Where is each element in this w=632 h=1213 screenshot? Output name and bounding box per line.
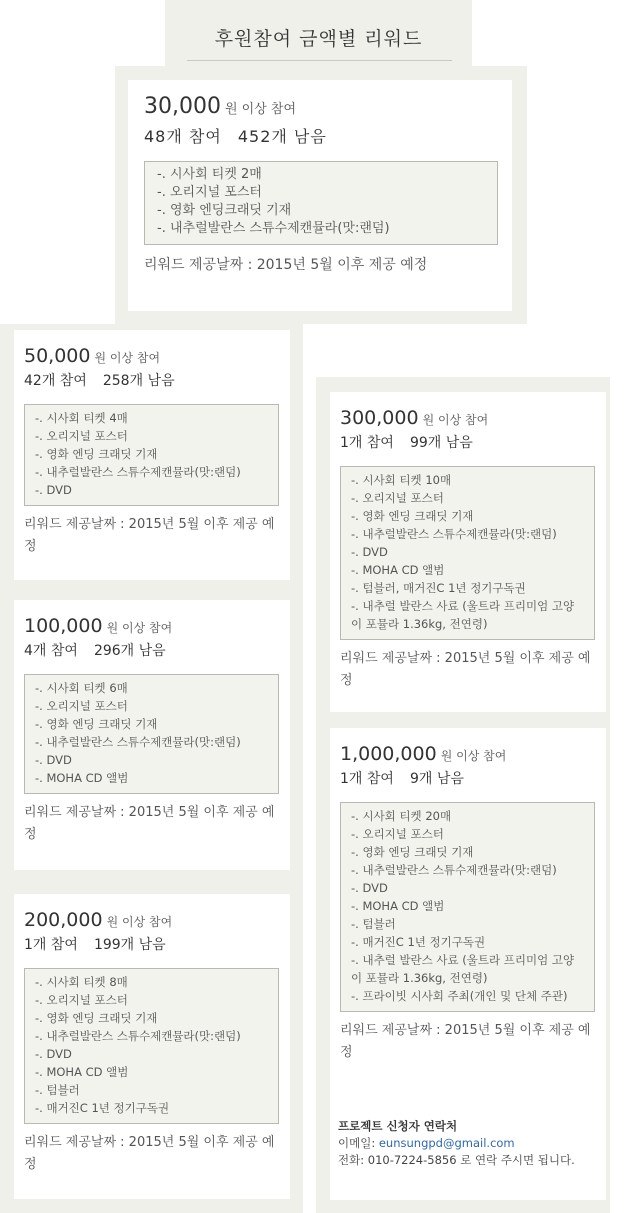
reward-item: -. 매거진C 1년 정기구독권 [35,1101,170,1115]
reward-stats: 42개 참여 258개 남음 [24,373,175,389]
reward-items-box [24,674,279,794]
title-bar [165,0,472,66]
reward-item: -. MOHA CD 앨범 [35,771,129,785]
reward-stats: 48개 참여 452개 남음 [144,127,327,146]
reward-date: 리워드 제공날짜 : 2015년 5월 이후 제공 예정 [24,517,275,554]
reward-stats: 1개 참여 199개 남음 [24,937,166,953]
reward-item: -. 내추럴발란스 스튜수제캔뮬라(맛:랜덤) [35,735,241,749]
reward-stats: 4개 참여 296개 남음 [24,643,166,659]
reward-item: -. 내추럴 발란스 사료 (울트라 프리미엄 고양이 포뮬라 1.36kg, 전연령) [351,953,575,985]
reward-item: -. 영화 엔딩 크래딧 기재 [351,509,474,523]
reward-item: -. 시사회 티켓 4매 [35,411,128,425]
reward-item: -. 텀블러 [35,1083,80,1097]
white-gap-top-left [0,66,115,324]
reward-amount: 50,000 원 이상 참여 [24,345,161,367]
reward-item: -. 매거진C 1년 정기구독권 [351,935,486,949]
phone-text: 010-7224-5856 로 연락 주시면 됩니다. [367,1153,575,1167]
reward-item: -. MOHA CD 앨범 [351,563,445,577]
reward-item: -. 시사회 티켓 2매 [157,167,262,182]
reward-item: -. DVD [35,753,72,767]
reward-item: -. 시사회 티켓 8매 [35,975,128,989]
reward-stats: 1개 참여 9개 남음 [340,771,464,787]
reward-item: -. 오리지널 포스터 [351,491,444,505]
reward-date: 리워드 제공날짜 : 2015년 5월 이후 제공 예정 [340,651,591,688]
reward-item: -. 내추럴발란스 스튜수제캔뮬라(맛:랜덤) [35,1029,241,1043]
email-link[interactable]: eunsungpd@gmail.com [378,1136,515,1150]
reward-item: -. 텀블러 [351,917,396,931]
reward-item: -. DVD [351,545,388,559]
reward-item: -. 영화 엔딩 크래딧 기재 [351,845,474,859]
contact-heading: 프로젝트 신청자 연락처 [338,1119,458,1133]
reward-item: -. 내추럴발란스 스튜수제캔뮬라(맛:랜덤) [35,465,241,479]
reward-date: 리워드 제공날짜 : 2015년 5월 이후 제공 예정 [340,1023,591,1060]
reward-amount: 30,000 원 이상 참여 [144,94,297,119]
reward-item: -. 내추럴발란스 스튜수제캔뮬라(맛:랜덤) [157,221,390,236]
reward-amount: 200,000 원 이상 참여 [24,909,173,931]
reward-amount: 100,000 원 이상 참여 [24,615,173,637]
reward-item: -. 시사회 티켓 10매 [351,473,452,487]
contact-email-line [338,1135,575,1152]
reward-items-box [340,802,595,1012]
reward-item: -. 텀블러, 매거진C 1년 정기구독권 [351,581,526,595]
page-title: 후원참여 금액별 리워드 [214,28,423,50]
reward-amount: 1,000,000 원 이상 참여 [340,743,507,765]
reward-item: -. 영화 엔딩 크래딧 기재 [35,1011,158,1025]
reward-item: -. DVD [35,1047,72,1061]
reward-item: -. MOHA CD 앨범 [35,1065,129,1079]
reward-stats: 1개 참여 99개 남음 [340,435,473,451]
email-label: 이메일: [338,1136,376,1150]
reward-item: -. 오리지널 포스터 [35,993,128,1007]
reward-item: -. 오리지널 포스터 [35,429,128,443]
reward-item: -. MOHA CD 앨범 [351,899,445,913]
reward-item: -. 내추럴발란스 스튜수제캔뮬라(맛:랜덤) [351,527,557,541]
reward-card-30000[interactable] [128,80,512,311]
reward-item: -. 내추럴 발란스 사료 (울트라 프리미엄 고양이 포뮬라 1.36kg, 전연령) [351,599,575,631]
reward-amount: 300,000 원 이상 참여 [340,407,489,429]
reward-card-200000[interactable] [14,894,290,1199]
reward-items-box [340,466,595,640]
reward-card-100000[interactable] [14,600,290,870]
phone-label: 전화: [338,1153,365,1167]
title-divider [187,60,452,61]
reward-item: -. 시사회 티켓 6매 [35,681,128,695]
reward-item: -. DVD [35,483,72,497]
reward-date: 리워드 제공날짜 : 2015년 5월 이후 제공 예정 [144,257,428,273]
white-gap-top-right [527,66,632,324]
reward-items-box [24,968,279,1124]
reward-items-box [24,404,279,506]
reward-item: -. 오리지널 포스터 [157,185,262,200]
reward-item: -. 내추럴발란스 스튜수제캔뮬라(맛:랜덤) [351,863,557,877]
reward-item: -. DVD [351,881,388,895]
reward-date: 리워드 제공날짜 : 2015년 5월 이후 제공 예정 [24,1135,275,1172]
reward-card-50000[interactable] [14,330,290,580]
reward-item: -. 오리지널 포스터 [351,827,444,841]
reward-item: -. 영화 엔딩 크래딧 기재 [35,447,158,461]
reward-item: -. 시사회 티켓 20매 [351,809,452,823]
reward-item: -. 오리지널 포스터 [35,699,128,713]
reward-card-300000[interactable] [330,392,606,712]
reward-items-box [144,161,498,245]
reward-item: -. 프라이빗 시사회 주최(개인 및 단체 주관) [351,989,568,1003]
contact-info [338,1118,575,1169]
reward-date: 리워드 제공날짜 : 2015년 5월 이후 제공 예정 [24,805,275,842]
contact-phone-line [338,1152,575,1169]
reward-item: -. 영화 엔딩크래딧 기재 [157,203,292,218]
reward-item: -. 영화 엔딩 크래딧 기재 [35,717,158,731]
